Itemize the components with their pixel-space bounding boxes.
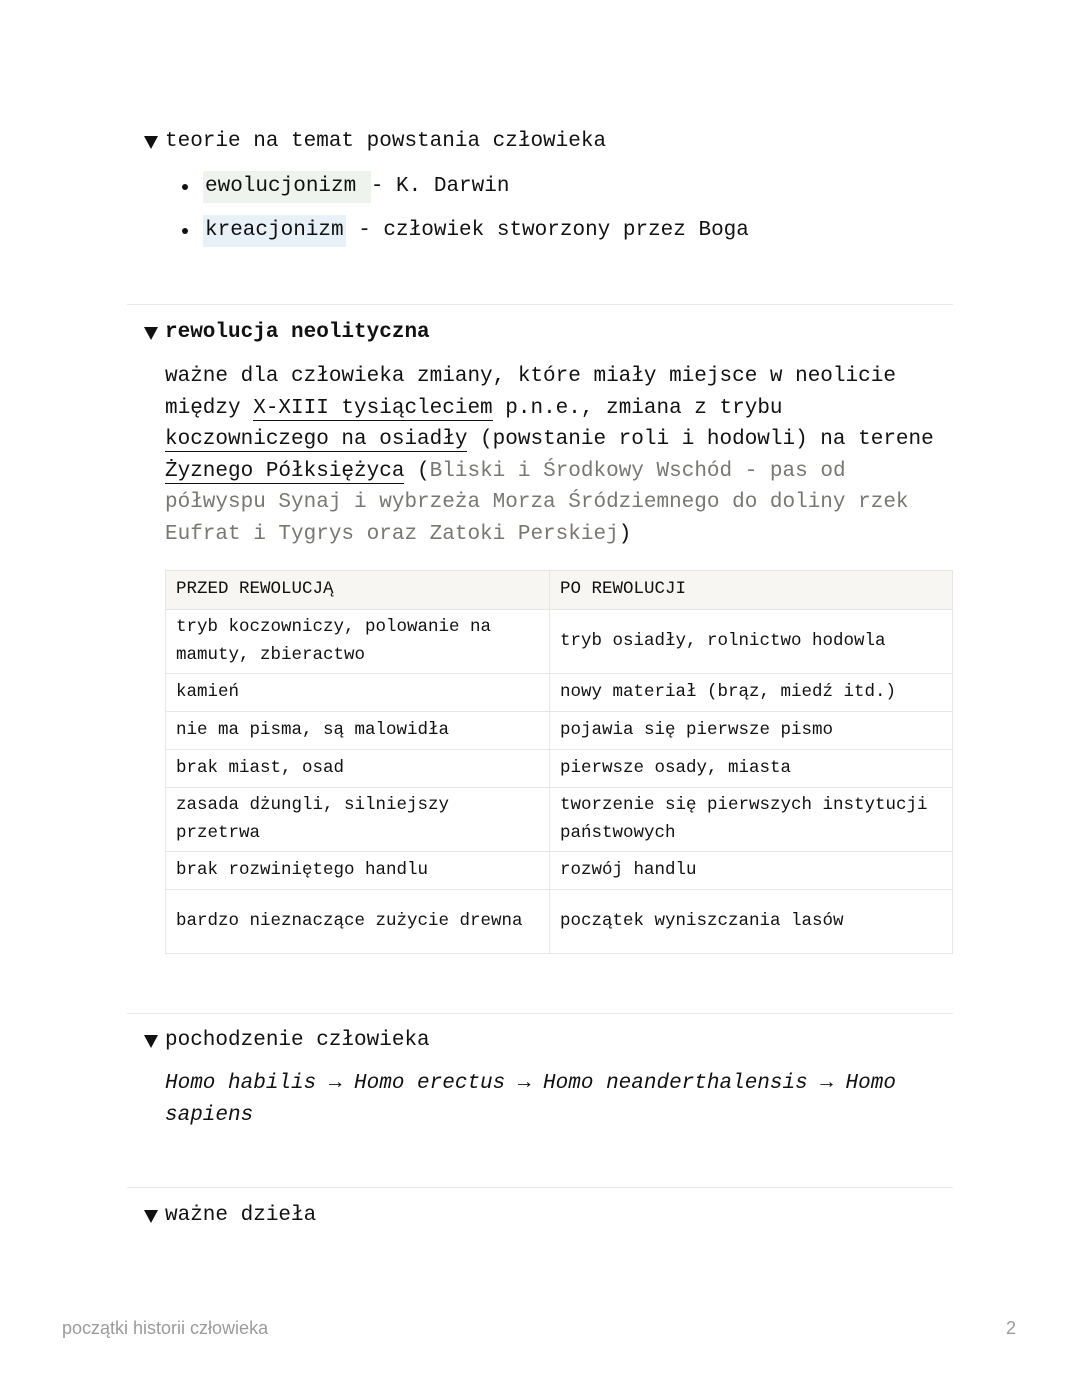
- table-row: [166, 674, 953, 712]
- table-cell: tworzenie się pierwszych instytucji państwowych: [550, 788, 953, 852]
- footer-doc-title: początki historii człowieka: [62, 1318, 269, 1338]
- table-row: [166, 852, 953, 890]
- item-text: - człowiek stworzony przez Boga: [345, 219, 749, 242]
- divider: [127, 1187, 953, 1188]
- bullet-dot-icon: [182, 228, 188, 234]
- toggle-title: ważne dzieła: [165, 1204, 317, 1227]
- comparison-table: [165, 570, 953, 954]
- para-line: ważne dla człowieka zmiany, które miały miejsce w neolicie: [165, 365, 896, 388]
- column-header: PO REWOLUCJI: [550, 571, 953, 610]
- table-cell: tryb osiadły, rolnictwo hodowla: [550, 610, 953, 674]
- table-cell: pierwsze osady, miasta: [550, 750, 953, 788]
- grey-text: półwyspu Synaj i wybrzeża Morza Śródziemnego do doliny rzek: [165, 491, 909, 515]
- list-item: [143, 171, 749, 215]
- toggle-title: teorie na temat powstania człowieka: [165, 130, 607, 153]
- toggle-triangle-icon[interactable]: [144, 327, 158, 340]
- table-header-row: [166, 571, 953, 610]
- grey-text: Bliski i Środkowy Wschód - pas od: [429, 459, 846, 483]
- table-cell: brak rozwiniętego handlu: [166, 852, 550, 890]
- column-header: PRZED REWOLUCJĄ: [166, 571, 550, 610]
- underlined-text: koczowniczego na osiadły: [165, 428, 468, 452]
- lineage-line: sapiens: [165, 1103, 254, 1127]
- toggle-triangle-icon[interactable]: [144, 1035, 158, 1048]
- table-cell: kamień: [166, 674, 550, 712]
- table-row: [166, 890, 953, 954]
- para-text: (powstanie roli i hodowli) na terene: [467, 428, 934, 452]
- table-cell: tryb koczowniczy, polowanie na mamuty, zbieractwo: [166, 610, 550, 674]
- toggle-pochodzenie[interactable]: [143, 1025, 430, 1057]
- table-cell: rozwój handlu: [550, 852, 953, 890]
- item-text: - K. Darwin: [370, 175, 510, 198]
- highlighted-term: ewolucjonizm: [203, 171, 371, 203]
- table-row: [166, 750, 953, 788]
- grey-text: Eufrat i Tygrys oraz Zatoki Perskiej: [165, 522, 619, 546]
- para-text: p.n.e., zmiana z trybu: [492, 396, 783, 420]
- table-cell: brak miast, osad: [166, 750, 550, 788]
- para-text: między: [165, 396, 254, 420]
- toggle-dziela[interactable]: [143, 1200, 316, 1232]
- toggle-triangle-icon[interactable]: [144, 1210, 158, 1223]
- lineage-line: Homo habilis → Homo erectus → Homo neanderthalensis → Homo: [165, 1072, 896, 1095]
- toggle-title: pochodzenie człowieka: [165, 1029, 430, 1052]
- table-cell: nie ma pisma, są malowidła: [166, 712, 550, 750]
- homo-lineage: [165, 1068, 955, 1131]
- table-row: [166, 788, 953, 852]
- toggle-rewolucja[interactable]: [143, 317, 430, 349]
- toggle-triangle-icon[interactable]: [144, 136, 158, 149]
- underlined-text: Żyznego Półksiężyca: [165, 459, 405, 483]
- table-cell: pojawia się pierwsze pismo: [550, 712, 953, 750]
- divider: [127, 304, 953, 305]
- para-text: (: [404, 459, 430, 483]
- bullet-dot-icon: [182, 184, 188, 190]
- table-cell: zasada dżungli, silniejszy przetrwa: [166, 788, 550, 852]
- table-cell: nowy materiał (brąz, miedź itd.): [550, 674, 953, 712]
- table-row: [166, 712, 953, 750]
- toggle-title: rewolucja neolityczna: [165, 321, 430, 344]
- divider: [127, 1013, 953, 1014]
- table-cell: bardzo nieznaczące zużycie drewna: [166, 890, 550, 954]
- table-cell: początek wyniszczania lasów: [550, 890, 953, 954]
- list-item: [143, 215, 749, 259]
- toggle-teorie[interactable]: [143, 126, 749, 259]
- paragraph-neolit: [165, 361, 955, 551]
- table-row: [166, 610, 953, 674]
- para-text: ): [618, 522, 632, 546]
- footer-page-number: 2: [1006, 1318, 1017, 1338]
- highlighted-term: kreacjonizm: [203, 215, 346, 247]
- underlined-text: X-XIII tysiącleciem: [253, 396, 493, 420]
- bullet-list: [143, 171, 749, 259]
